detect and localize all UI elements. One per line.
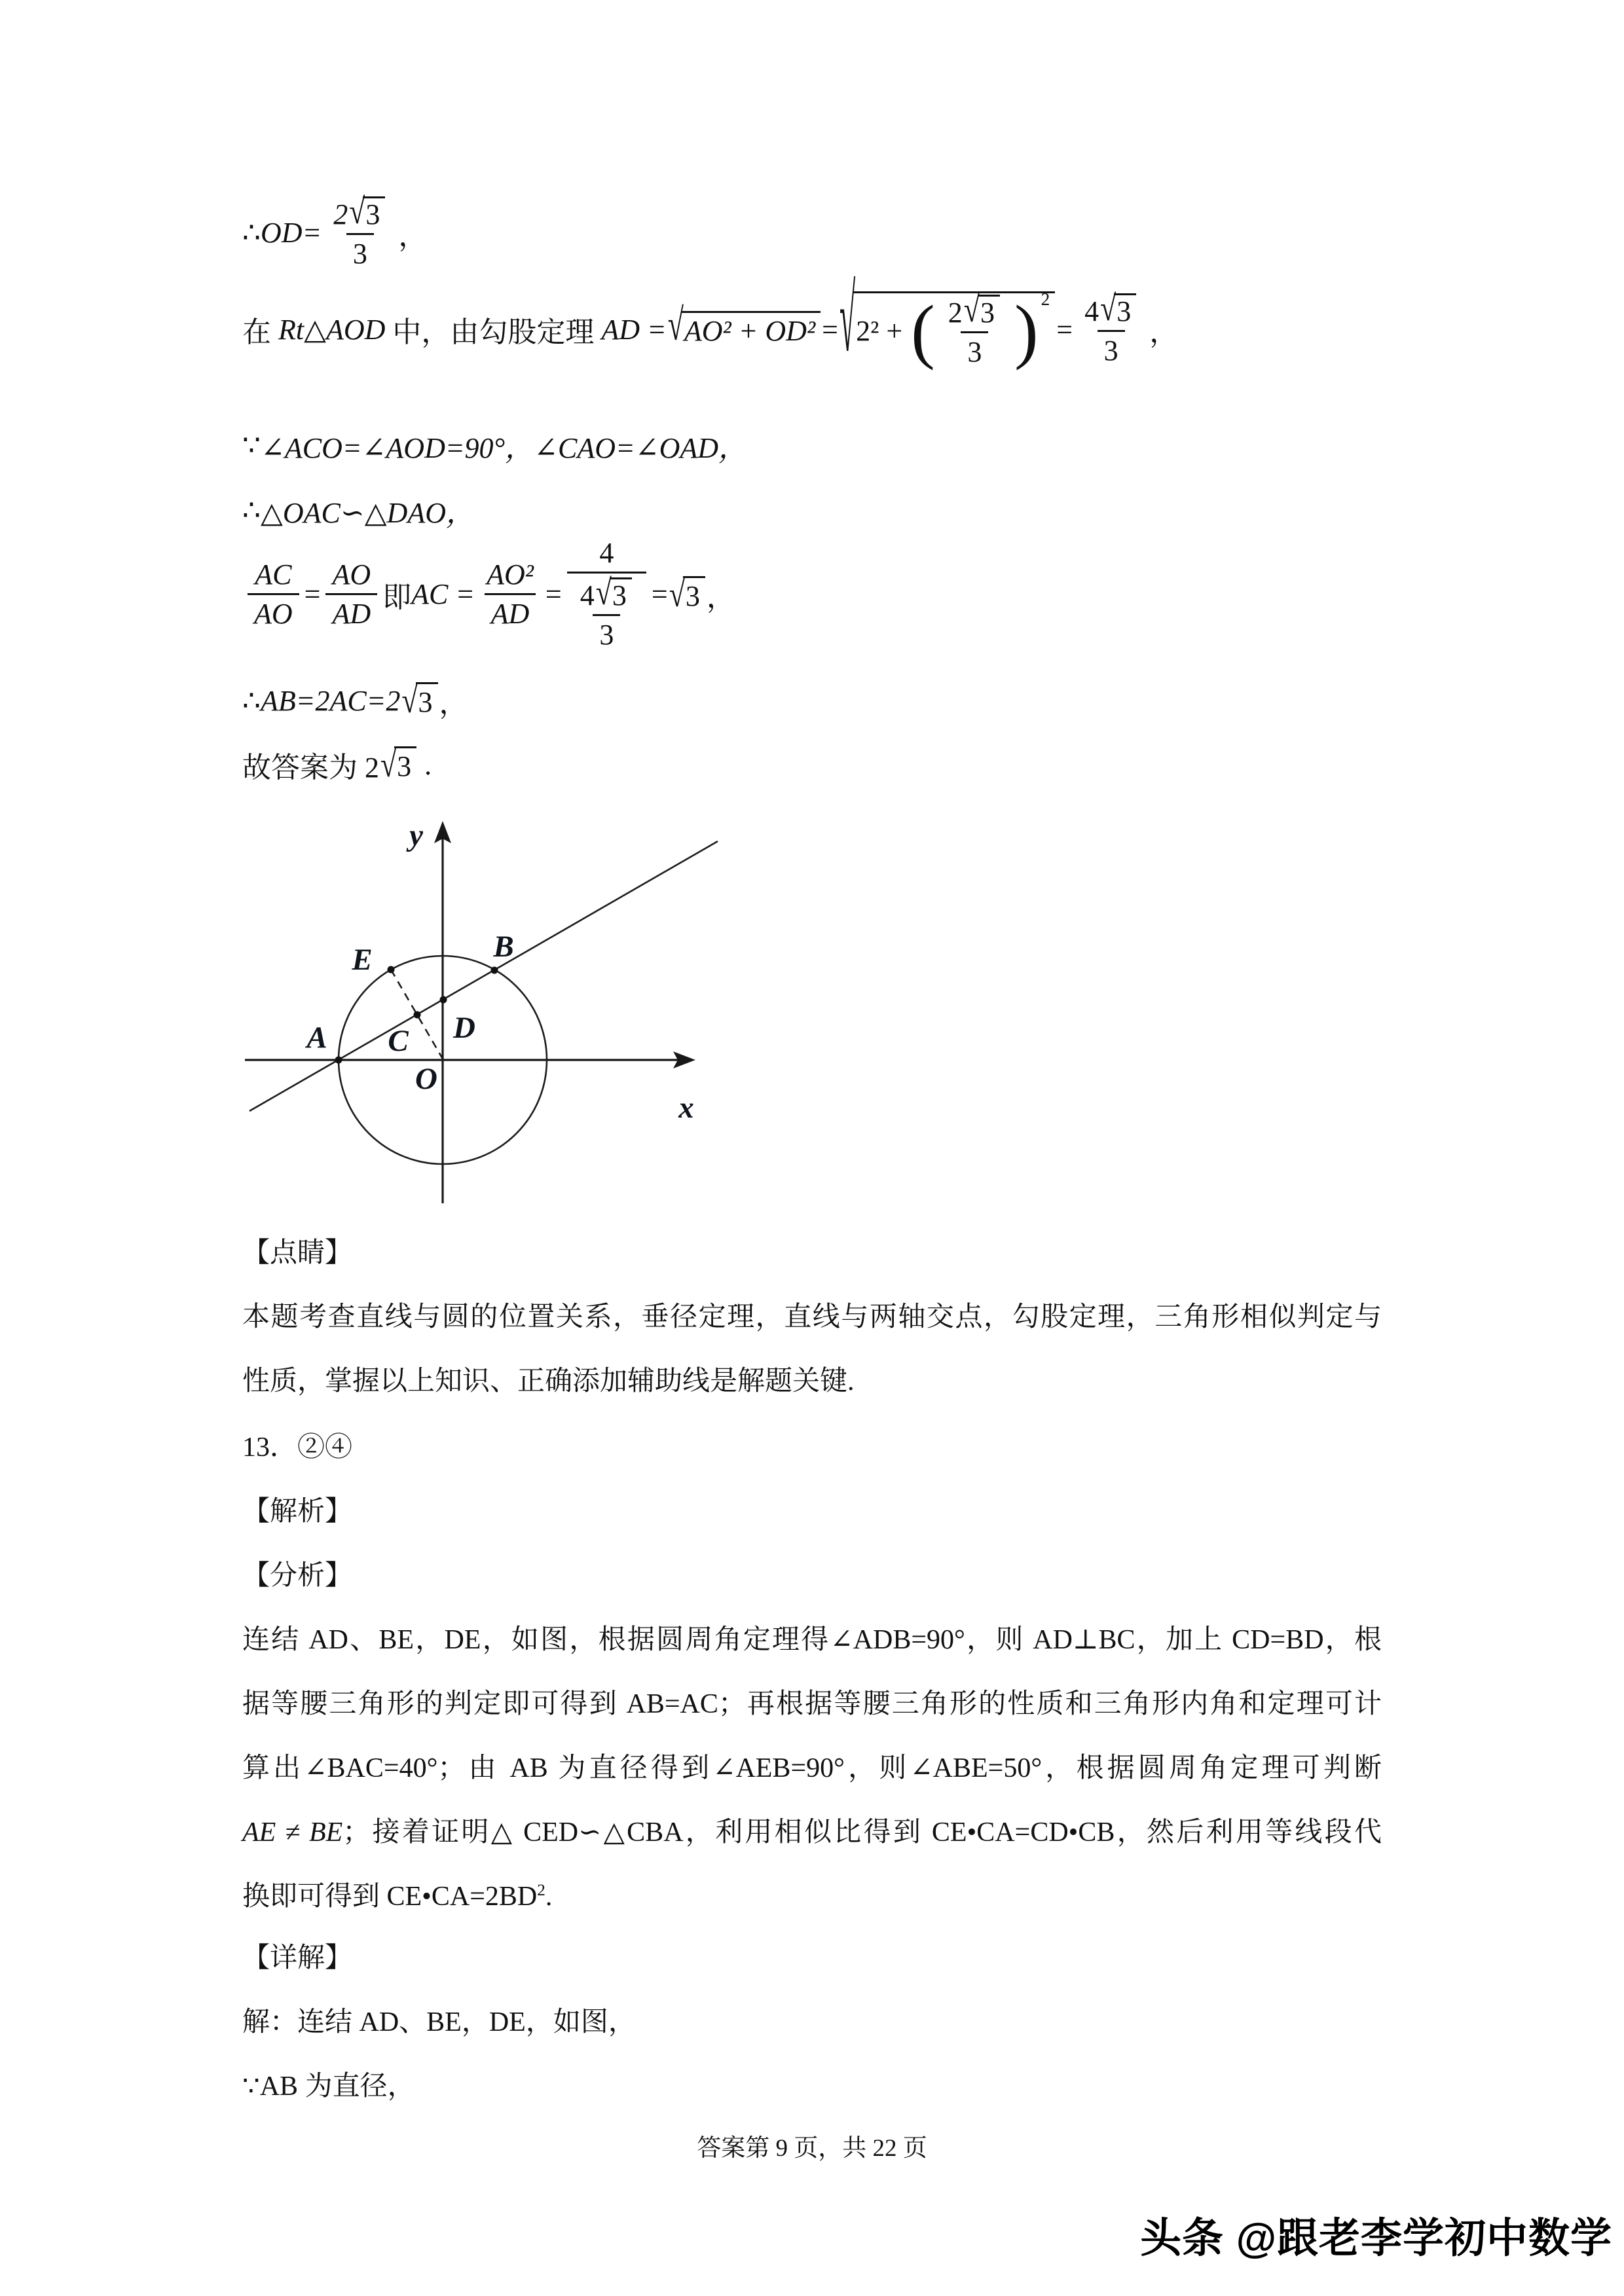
math-text: AE ≠ BE	[242, 1817, 343, 1848]
formula-ab-result	[242, 680, 468, 721]
question-number: 13．	[242, 1432, 298, 1463]
therefore-symbol: ∴	[242, 217, 261, 249]
coefficient: 2	[948, 297, 963, 329]
math-text: ∠ACO=∠AOD=90°，∠CAO=∠OAD，	[261, 432, 747, 464]
radical-sign: √	[839, 267, 856, 372]
point-b	[491, 967, 498, 974]
page-footer: 答案第 9 页，共 22 页	[697, 2135, 927, 2162]
left-paren: (	[911, 290, 935, 371]
denominator: AO	[248, 593, 299, 629]
cjk-text: 在	[242, 316, 278, 349]
analysis-line: 连结 AD、BE，DE，如图，根据圆周角定理得∠ADB=90°，则 AD⊥BC，加上 CD=BD，根	[242, 1625, 1382, 1655]
dianjing-line: 本题考查直线与圆的位置关系，垂径定理，直线与两轴交点，勾股定理，三角形相似判定与	[242, 1302, 1382, 1332]
fraction	[480, 560, 540, 629]
fraction	[248, 560, 299, 629]
solution-line: ∵AB 为直径，	[242, 2071, 415, 2102]
cjk-text: 中，由勾股定理	[385, 316, 602, 349]
formula-od	[242, 191, 428, 270]
point-c	[414, 1011, 421, 1019]
numerator	[1078, 287, 1144, 330]
math-text: AB=2AC=2	[261, 684, 401, 717]
jiexi-header: 【解析】	[242, 1497, 353, 1527]
point-a	[335, 1057, 342, 1064]
point-d	[440, 996, 447, 1004]
equals-sign: =	[545, 578, 562, 611]
xiangjie-header: 【详解】	[242, 1943, 353, 1973]
formula-angles	[242, 424, 747, 466]
formula-final-answer	[242, 744, 432, 786]
coordinate-figure	[216, 805, 740, 1237]
denominator: AD	[325, 593, 377, 629]
radical-sign: √	[963, 289, 980, 330]
math-text: 2² +	[856, 315, 910, 348]
math-text: △OAC∽△DAO，	[261, 497, 475, 529]
analysis-line	[242, 1814, 1382, 1851]
question-13-answer	[242, 1429, 1382, 1467]
fraction	[327, 191, 393, 270]
radical-sign: √	[667, 300, 684, 350]
radical	[963, 289, 1000, 330]
equals-sign: =	[1056, 313, 1073, 346]
math-text: Rt△AOD	[278, 313, 386, 346]
dianjing-header: 【点睛】	[242, 1238, 353, 1268]
label-point-d: D	[453, 1011, 475, 1045]
exponent: 2	[1041, 289, 1050, 309]
math-text: AC =	[411, 578, 475, 611]
punctuation: ，	[1149, 316, 1179, 349]
radical-sign: √	[349, 191, 365, 232]
denominator	[567, 572, 646, 650]
radical-sign: √	[595, 572, 612, 613]
equals-sign: =	[651, 578, 668, 611]
radicand: 3	[610, 577, 632, 611]
fraction	[567, 538, 646, 651]
numerator	[942, 289, 1008, 331]
radical	[380, 746, 416, 783]
radical	[667, 300, 821, 350]
denominator: AD	[485, 593, 536, 629]
coefficient: 4	[1084, 295, 1099, 327]
right-paren: )	[1014, 290, 1039, 371]
therefore-symbol: ∴	[242, 494, 261, 526]
label-point-b: B	[493, 930, 514, 964]
solution-line: 解：连结 AD、BE，DE，如图，	[242, 2007, 636, 2037]
formula-pythagoras	[242, 267, 1179, 372]
radicand: AO² + OD²	[682, 311, 821, 348]
radical-sign: √	[669, 574, 685, 615]
radicand	[853, 289, 1055, 371]
radical	[349, 191, 385, 232]
label-y-axis: y	[409, 818, 423, 852]
cjk-text: ；接着证明△ CED∽△CBA，利用相似比得到 CE•CA=CD•CB，然后利用等线段代	[342, 1817, 1382, 1848]
radicand: 3	[363, 196, 385, 230]
denominator: 3	[1098, 330, 1125, 366]
radical-sign: √	[401, 680, 418, 721]
radical	[401, 682, 437, 719]
punctuation: ，	[439, 687, 468, 720]
numerator: AO²	[487, 558, 534, 591]
radical-sign: √	[1100, 287, 1116, 329]
cjk-text: 故答案为 2	[242, 752, 379, 784]
coefficient: 2	[333, 198, 348, 230]
radical	[669, 576, 705, 613]
answer-value: ②④	[297, 1432, 353, 1463]
denominator: 3	[346, 233, 374, 269]
label-x-axis: x	[678, 1091, 694, 1125]
label-origin: O	[415, 1062, 437, 1096]
radical	[595, 572, 632, 613]
radicand: 3	[683, 576, 705, 613]
analysis-line: 算出∠BAC=40°；由 AB 为直径得到∠AEB=90°，则∠ABE=50°，根据圆周角定理可判断	[242, 1753, 1382, 1783]
radical	[1100, 287, 1136, 329]
punctuation: .	[424, 748, 432, 781]
equals-sign: =	[822, 313, 838, 346]
radicand: 3	[394, 746, 416, 783]
equals-sign: =	[304, 578, 321, 611]
punctuation: ，	[706, 581, 735, 613]
therefore-symbol: ∴	[242, 684, 261, 717]
numerator: AO	[332, 558, 371, 591]
cjk-text: 即	[382, 581, 412, 613]
cjk-text: 换即可得到 CE•CA=2BD	[242, 1882, 538, 1912]
dianjing-line: 性质，掌握以上知识、正确添加辅助线是解题关键.	[242, 1366, 855, 1396]
math-text: AD =	[601, 313, 667, 346]
coefficient: 4	[580, 579, 595, 612]
analysis-line	[242, 1878, 1382, 1916]
formula-similar-triangles	[242, 489, 475, 531]
numerator	[574, 572, 640, 614]
nested-fraction	[574, 572, 640, 651]
fraction	[942, 289, 1008, 369]
radical-sign: √	[380, 744, 397, 785]
numerator: AC	[255, 558, 292, 591]
fraction	[325, 560, 377, 629]
because-symbol: ∵	[242, 429, 261, 462]
label-point-c: C	[388, 1024, 409, 1058]
line-ab	[249, 841, 718, 1111]
fenxi-header: 【分析】	[242, 1561, 353, 1591]
label-point-a: A	[306, 1021, 327, 1055]
radicand: 3	[1114, 293, 1136, 327]
punctuation: .	[545, 1882, 553, 1912]
radical	[839, 267, 1055, 372]
analysis-line: 据等腰三角形的判定即可得到 AB=AC；再根据等腰三角形的性质和三角形内角和定理可计	[242, 1689, 1382, 1719]
watermark: 头条 @跟老李学初中数学	[1140, 2215, 1612, 2261]
point-e	[388, 966, 395, 974]
numerator	[327, 191, 393, 233]
denominator: 3	[593, 614, 620, 650]
label-point-e: E	[352, 943, 373, 977]
fraction	[1078, 287, 1144, 367]
numerator: 4	[599, 537, 614, 569]
formula-ratio	[242, 538, 735, 651]
denominator: 3	[961, 331, 988, 367]
radicand: 3	[978, 295, 1000, 328]
punctuation: ，	[398, 219, 428, 252]
exponent: 2	[537, 1882, 545, 1899]
radicand: 3	[416, 682, 438, 719]
math-text: OD=	[261, 217, 322, 249]
